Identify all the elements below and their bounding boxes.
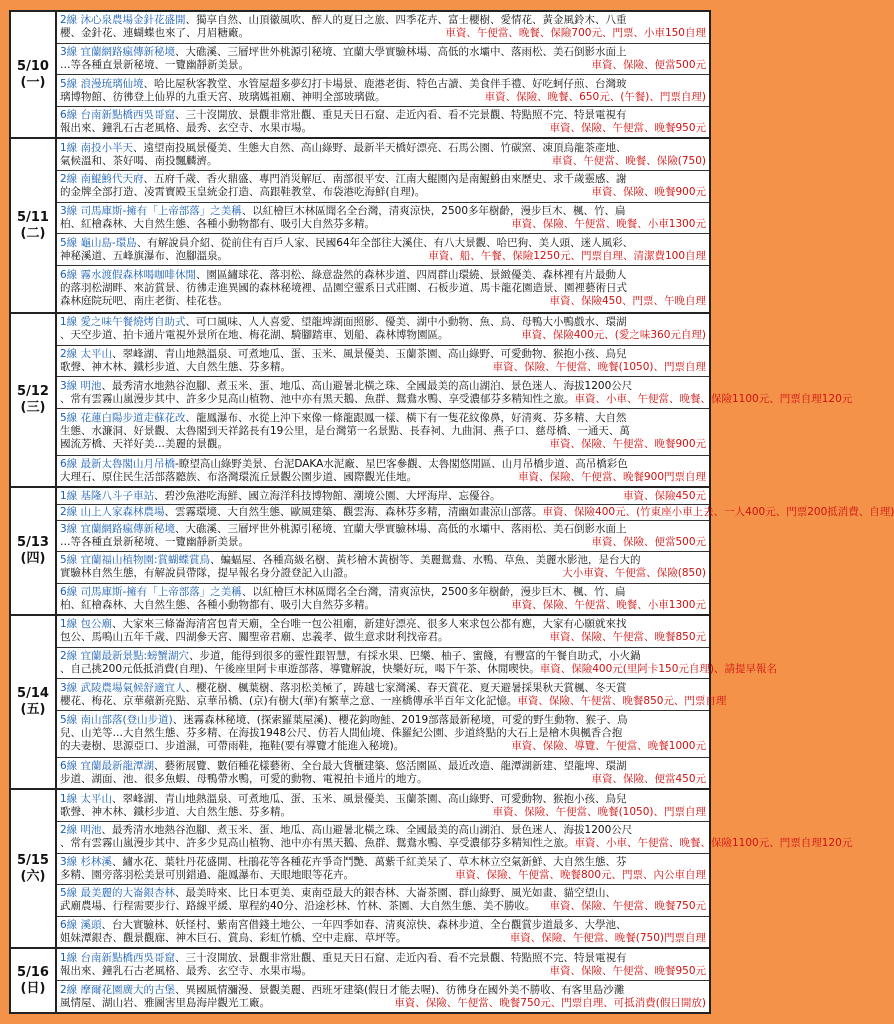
price-info: 車資、保險450、門票、午晚自理 xyxy=(549,295,706,308)
tour-entry xyxy=(57,552,709,583)
tour-description: 、翠峰湖、青山地熱溫泉、可煮地瓜、蛋、玉米、風景優美、玉蘭茶園、高山綠野、可愛動物、猴抱小孩、鳥兒 xyxy=(112,347,627,360)
tour-description: 、以紅檜巨木林區聞名全台灣，清爽涼快，2500多年樹齡，漫步巨木、楓、竹、扁 xyxy=(241,585,626,598)
tour-line xyxy=(60,295,706,308)
price-info: 車資、保險、晚餐900元 xyxy=(591,186,706,199)
tour-title: 2線 宜蘭最新景點:螃蟹湖穴 xyxy=(60,649,190,662)
tour-line xyxy=(60,329,706,342)
tour-description: 、有解說員介紹、從前住有百戶人家、民國64年全部往大溪住、有八大景觀、哈巴狗、美人頭、迷人風彩、 xyxy=(136,236,634,249)
tour-description: 、翠峰湖、青山地熱溫泉、可煮地瓜、蛋、玉米、風景優美、玉蘭茶園、高山綠野、可愛動物、猴抱小孩、鳥兒 xyxy=(112,792,627,805)
tour-entry xyxy=(57,758,709,789)
tour-line xyxy=(60,122,706,135)
price-info: 車資、保險、午便當、晚餐750元 xyxy=(549,900,706,913)
tour-line xyxy=(60,856,706,869)
tour-entry xyxy=(57,409,709,456)
weekday-text: (二) xyxy=(20,225,46,241)
tour-entry xyxy=(57,854,709,886)
tour-description: 歌聲、神木林、鐵杉步道、大自然生態、芬多精。 xyxy=(60,805,291,818)
tour-entry xyxy=(57,139,709,171)
tour-description: 、以紅檜巨木林區聞名全台灣，清爽涼快，2500多年樹齡，漫步巨木、楓、竹、扁 xyxy=(241,205,626,218)
day-block xyxy=(11,616,778,791)
tour-line xyxy=(60,740,706,753)
tour-description: 、常有雲霧山嵐漫步其中、許多少見高山植物、池中亦有黑天鵝、魚群、鴛鴦水鴨、享受濃郁芬多精知性之旅。 xyxy=(60,837,575,850)
tour-line xyxy=(60,186,706,199)
tour-description: 櫻、金針花、連蝴蝶也來了、月眉糖廠。 xyxy=(60,27,249,40)
tour-description: 大理石、原住民生活部落聽族、布洛灣環流丘景觀公園步道、國際觀光佳地。 xyxy=(60,471,417,484)
weekday-text: (一) xyxy=(20,74,46,90)
tour-line xyxy=(60,567,706,580)
tour-description: 生態、水濂洞、好景觀、太魯閣到天祥銘長有19公里，是台灣第一名景點、長春祠、九曲洞、燕子口、慈母橋、一通天、萬 xyxy=(60,425,630,438)
tour-list xyxy=(57,616,778,789)
tour-description: 、自己挑200元低抵消費(自理)、午後座里阿卡車遊部落、導覽解說，快樂好玩，喝下午茶、休閒喫快。 xyxy=(60,662,540,675)
tour-line xyxy=(60,760,706,773)
tour-line xyxy=(60,505,894,519)
tour-description: 、大家來三條崙海清宮包青天廟，全台唯一包公祖廟，新建好漂亮、很多人來求包公都有應，大家有心願就來找 xyxy=(112,618,627,631)
price-info: 車資、保險、午便當、晚餐(1050)、門票自理 xyxy=(492,805,706,818)
tour-list xyxy=(57,949,709,1012)
price-info: 車資、保險、午便當、晚餐、小車1300元 xyxy=(511,598,706,611)
tour-entry xyxy=(57,12,709,44)
tour-title: 6線 司馬庫斯-擁有「上帝部落」之美稱 xyxy=(60,585,242,598)
tour-list xyxy=(57,314,853,487)
tour-line xyxy=(60,682,706,695)
date-text: 5/16 xyxy=(17,964,49,980)
tour-entry xyxy=(57,917,709,948)
date-label xyxy=(11,12,57,137)
tour-description: 的夫妻樹、思源亞口、步道濕，可帶雨鞋，拖鞋(要有導覽才能進入秘境)。 xyxy=(60,740,405,753)
tour-line xyxy=(60,919,706,932)
tour-line xyxy=(60,348,706,361)
tour-line xyxy=(60,536,706,549)
date-label xyxy=(11,949,57,1012)
tour-description: 、迷霧森林秘境、(探索羅葉屋溪)、櫻花鈎吻鮭、2019部落最新秘境，可愛的野生動物、猴子、鳥 xyxy=(172,714,628,727)
tour-description: -瞭望高山綠野美景、台泥DAKA水泥廠、星巴客參觀、太魯閣悠閒區、山月吊橋步道、高吊橋彩色 xyxy=(175,458,628,471)
tour-description: 、碧沙魚港吃海鮮、國立海洋科技博物館、潮境公園、大坪海岸、忘優谷。 xyxy=(154,489,501,502)
tour-title: 6線 溪頭 xyxy=(60,918,102,931)
tour-description: 、步道，能得到很多的靈性跟智慧，有採水果、巴樂、柚子、蜜餞，有豐富的午餐自助式，小火鍋 xyxy=(189,649,641,662)
tour-description: 、龍鳳瀑布、水從上沖下來像一條龍跟鳳一樣、橫下有一隻花紋像鼻，好清爽、芬多精、大自然 xyxy=(185,412,627,425)
tour-title: 1線 愛之味午餐燒烤自助式 xyxy=(60,316,186,329)
tour-description: 武廟農場、行程需要步行、路線平緩、單程約40分、沿途杉林、竹林、茶園、大自然生態、美不勝收。 xyxy=(60,900,536,913)
tour-list xyxy=(57,488,894,613)
tour-entry xyxy=(57,521,709,552)
price-info: 車資、保險、午便當、晚餐900元 xyxy=(549,438,706,451)
tour-entry xyxy=(57,314,709,346)
date-label xyxy=(11,616,57,789)
tour-line xyxy=(60,46,706,59)
price-info: 車資、保險、午便當、晚餐(1050)、門票自理 xyxy=(492,360,706,373)
day-block xyxy=(11,139,709,314)
tour-line xyxy=(60,773,706,786)
price-info: 車資、保險、午便當、晚餐850元、門票自理 xyxy=(517,694,727,707)
tour-entry xyxy=(57,505,894,521)
price-info: 車資、保險、午便當、晚餐950元 xyxy=(549,964,706,977)
price-info: 車資、保險450元 xyxy=(622,489,706,502)
tour-description: 、三十沒開放、景觀非常壯觀、重見天日石窟、走近內看、看不完景觀、特點照不完、特景電視有 xyxy=(175,951,627,964)
tour-title: 5線 最美麗的大崙銀杏林 xyxy=(60,887,176,900)
tour-line xyxy=(60,900,706,913)
tour-description: 兒、山羌等…大自然生態、芬多精、在海拔1948公尺、仿若人間仙境、侏羅紀公園、步道終點的大石上是檜木與楓香合抱 xyxy=(60,727,623,740)
tour-line xyxy=(60,984,706,997)
tour-title: 2線 南鯤鯓代天府 xyxy=(60,173,144,186)
tour-description: 的落羽松湖畔、來訪賞景、彷彿走進異國的森林秘境裡、品園空靈系日式莊園、石板步道、馬卡龍花園造景、園裡藝術日式 xyxy=(60,282,627,295)
tour-title: 6線 最新太魯閣山月吊橋 xyxy=(60,458,176,471)
tour-line xyxy=(60,458,706,471)
tour-line xyxy=(60,471,706,484)
price-info: 車資、保險、便當450元 xyxy=(591,773,706,786)
weekday-text: (四) xyxy=(20,551,46,567)
tour-description: 多精、園旁落羽松美景可別錯過、龍鳳瀑布、天眼地眼等花卉。 xyxy=(60,868,354,881)
tour-line xyxy=(60,27,706,40)
tour-entry xyxy=(57,107,709,138)
tour-line xyxy=(60,932,706,945)
tour-description: 、大礁溪、三層坪世外桃源引秘境、宜蘭大學實驗林場、高低的水壩中、落雨松、美石倒影水面上 xyxy=(175,523,627,536)
price-info: 車資、船、午餐、保險1250元、門票自理、清潔費100自理 xyxy=(428,249,706,262)
tour-line xyxy=(60,425,706,438)
tour-line xyxy=(60,142,706,155)
price-info: 車資、保險、導覽、午便當、晚餐1000元 xyxy=(511,740,706,753)
tour-title: 3線 杉林溪 xyxy=(60,855,113,868)
tour-description: 氣候溫和、茶好喝、南投飄麟濟。 xyxy=(60,154,218,167)
price-info: 車資、保險、午便當、晚餐900門票自理 xyxy=(517,471,706,484)
tour-line xyxy=(60,490,706,503)
tour-description: 的金牌全部打造、凌霄寶殿玉皇統金打造、高跟鞋教堂、布袋港吃海鮮(自理)。 xyxy=(60,186,426,199)
price-info: 車資、保險、午便當、晚餐、小車1300元 xyxy=(511,218,706,231)
tour-description: 、櫻花樹、楓葉樹、落羽松美極了，踌越七家灣溪、春天賞花、夏天避暑採果秋天賞楓、冬天賞 xyxy=(185,681,627,694)
tour-entry xyxy=(57,203,709,235)
tour-line xyxy=(60,91,706,104)
tour-entry xyxy=(57,679,727,711)
tour-line xyxy=(60,380,706,393)
tour-description: 步道、湖面、池、很多魚蝦、母鴨帶水鴨，可愛的動物、電視拍卡通片的地方。 xyxy=(60,773,428,786)
price-info: 車資、保險、午便當、晚餐(750)門票自理 xyxy=(509,931,706,944)
tour-line xyxy=(60,806,706,819)
tour-entry xyxy=(57,616,709,648)
tour-entry xyxy=(57,584,709,614)
tour-description: 、常有雲霧山嵐漫步其中、許多少見高山植物、池中亦有黑天鵝、魚群、鴛鴦水鴨、享受濃郁芬多精知性之旅。 xyxy=(60,392,575,405)
tour-line xyxy=(60,412,706,425)
date-label xyxy=(11,314,57,487)
tour-title: 1線 南投小半天 xyxy=(60,141,134,154)
tour-line xyxy=(60,361,706,374)
tour-line xyxy=(60,438,706,451)
tour-description: 、遠望南投風景優美、生態大自然、高山綠野、最新半天橋好漂亮、石馬公園、竹碳窯、凍頂烏龍茶產地、 xyxy=(133,141,627,154)
price-info: 車資、小車、午便當、晚餐、保險1100元、門票自理120元 xyxy=(574,837,853,850)
tour-entry xyxy=(57,648,778,680)
tour-title: 5線 浪漫琉璃仙境 xyxy=(60,77,144,90)
price-info: 車資、午便當、晚餐、保險(750) xyxy=(551,154,706,167)
price-info: 車資、保險400元、(竹東座小車上去、一人400元、門票200抵消費、自理) xyxy=(542,505,894,518)
tour-description: 報出來、鐘乳石古老風格、最秀、玄空寺、水果市場。 xyxy=(60,122,312,135)
tour-line xyxy=(60,650,706,663)
day-block xyxy=(11,790,853,949)
tour-entry xyxy=(57,75,709,107)
tour-line xyxy=(60,523,706,536)
tour-description: …等各種直景新秘境、一覽幽靜新美景。 xyxy=(60,58,249,71)
tour-line xyxy=(60,599,706,612)
tour-title: 1線 太平山 xyxy=(60,792,113,805)
tour-title: 5線 龜山島-環島 xyxy=(60,236,137,249)
tour-line xyxy=(60,662,778,676)
tour-line xyxy=(60,250,706,263)
tour-description: 、雲霧環境、大自然生態、歐風建築、觀雲海、森林芬多精，清幽如畫涼山部落。 xyxy=(164,505,543,518)
tour-description: 、繡水花、葉牡丹花盛開、杜鵑花等各種花卉爭奇鬥艷、萬紫千紅美呆了、草木林立空氣新鮮、大自然生態、芬 xyxy=(112,855,627,868)
date-text: 5/11 xyxy=(17,209,49,225)
day-block xyxy=(11,12,709,139)
tour-line xyxy=(60,618,706,631)
tour-line xyxy=(60,837,853,850)
tour-line xyxy=(60,14,706,27)
tour-list xyxy=(57,12,709,137)
tour-title: 2線 明池 xyxy=(60,824,102,837)
tour-title: 1線 台南新點橋西吳哥窟 xyxy=(60,951,176,964)
tour-line xyxy=(60,78,706,91)
tour-line xyxy=(60,269,706,282)
tour-line xyxy=(60,218,706,231)
tour-title: 3線 宜蘭網路瘋傳新秘境 xyxy=(60,523,176,536)
tour-entry xyxy=(57,488,709,504)
day-block xyxy=(11,488,894,615)
itinerary-sheet xyxy=(9,10,894,1014)
tour-entry xyxy=(57,377,853,409)
tour-description: 、三十沒開放、景觀非常壯觀、重見天日石窟、走近內看、看不完景觀、特點照不完、特景電視有 xyxy=(175,109,627,122)
date-text: 5/13 xyxy=(17,535,49,551)
tour-title: 2線 摩爾花園廣大的古堡 xyxy=(60,983,176,996)
tour-entry xyxy=(57,981,709,1012)
tour-description: 、哈比屋秋客教堂、水管屋超多夢幻打卡場景、鹿港老街、特色古讀、美食伴手禮、好吃蚵仔煎、台灣玻 xyxy=(143,77,627,90)
tour-description: 、最秀清水地熱谷泡腳、煮玉米、蛋、地瓜、高山避暑北橫之珠、全國最美的高山湖泊、景色迷人、海拔1200公尺 xyxy=(101,379,633,392)
tour-description: 國流芳橋、天祥好美…美麗的景觀。 xyxy=(60,438,228,451)
price-info: 車資、保險、午便當、晚餐800元、門票、內公車自理 xyxy=(454,868,706,881)
tour-entry xyxy=(57,711,709,758)
day-block xyxy=(11,314,853,489)
tour-description: 璃博物館、彷彿登上仙界的九重天宮、玻璃媽祖廟、神明全部玻璃做。 xyxy=(60,90,386,103)
tour-line xyxy=(60,554,706,567)
tour-description: 、園區繡球花、落羽松、綠意盎然的森林步道、四周群山環繞、景緻優美、森林裡有片最動人 xyxy=(196,269,627,282)
tour-title: 6線 霧水渡假森林喝咖啡休閒 xyxy=(60,269,197,282)
tour-title: 5線 南山部落(登山步道) xyxy=(60,714,173,727)
tour-entry xyxy=(57,885,709,917)
tour-line xyxy=(60,282,706,295)
price-info: 車資、保險400元、(愛之味360元自理) xyxy=(521,329,706,342)
tour-description: 、可口風味、人人喜愛、望龍埤湖面照影、優美、湖中小動物、魚、鳥、母鴨大小鴨戲水、環湖 xyxy=(185,316,627,329)
tour-title: 1線 基隆八斗子車站 xyxy=(60,489,155,502)
tour-description: 、五府千歲、香火鼎盛、專門消災解厄、南部很平安、江南大鯤園內是南鯤鯓由來歷史、求千歲靈感、謝 xyxy=(143,173,627,186)
date-label xyxy=(11,488,57,613)
tour-description: 、異國風情瀰漫、景觀美麗、西班牙建築(假日才能去喔)、彷彿身在國外美不勝收、有客里島沙灘 xyxy=(175,983,625,996)
tour-title: 3線 司馬庫斯-擁有「上帝部落」之美稱 xyxy=(60,205,242,218)
tour-title: 2線 太平山 xyxy=(60,347,113,360)
day-block xyxy=(11,949,709,1012)
tour-title: 1線 包公廟 xyxy=(60,618,113,631)
tour-description: 、獨享自然、山頂徽風吹、醉人的夏日之旅、四季花卉、富士櫻樹、愛情花、黃金風鈴木、八重 xyxy=(185,14,627,27)
tour-line xyxy=(60,586,706,599)
tour-line xyxy=(60,887,706,900)
tour-title: 6線 宜蘭最新龍潭湖 xyxy=(60,760,155,773)
tour-line xyxy=(60,714,706,727)
tour-line xyxy=(60,694,727,708)
price-info: 車資、保險400元(里阿卡150元自理)、請提早報名 xyxy=(539,662,778,675)
weekday-text: (三) xyxy=(20,400,46,416)
tour-line xyxy=(60,965,706,978)
weekday-text: (六) xyxy=(20,868,46,884)
date-text: 5/14 xyxy=(17,686,49,702)
tour-description: 森林庭院玩吧、南庄老街、桂花巷。 xyxy=(60,295,228,308)
tour-description: 、蝙蝠屋、各種高級名樹、黃杉檜木黃樹等、美麗鴛鴦、水鴨、草魚、美麗水影池，是台大的 xyxy=(210,554,641,567)
tour-description: 歌聲、神木林、鐵杉步道、大自然生態、芬多精。 xyxy=(60,360,291,373)
tour-line xyxy=(60,631,706,644)
price-info: 車資、小車、午便當、晚餐、保險1100元、門票自理120元 xyxy=(574,392,853,405)
tour-title: 2線 山上人家森林農場 xyxy=(60,505,165,518)
tour-description: 、台大實驗林、妖怪村、紫南宮借錢土地公、一年四季如春、清爽涼快、森林步道、全台觀賞步道最多、大學池、 xyxy=(101,918,627,931)
tour-line xyxy=(60,824,706,837)
tour-list xyxy=(57,790,853,947)
price-info: 車資、保險、午便當、晚餐850元 xyxy=(549,631,706,644)
tour-title: 6線 台南新點橋西吳哥窟 xyxy=(60,109,176,122)
tour-entry xyxy=(57,456,709,487)
tour-line xyxy=(60,109,706,122)
tour-line xyxy=(60,155,706,168)
tour-entry xyxy=(57,790,709,822)
date-text: 5/12 xyxy=(17,384,49,400)
date-text: 5/15 xyxy=(17,852,49,868)
price-info: 車資、午便當、晚餐、保險700元、門票、小車150自理 xyxy=(445,27,706,40)
tour-description: 實驗林自然生態，有解說員帶隊，提早報名身分證登記入山證。 xyxy=(60,567,354,580)
tour-entry xyxy=(57,234,709,266)
tour-line xyxy=(60,205,706,218)
tour-description: 風情屋、湖山岩、雅圖害里島海岸觀光工廠。 xyxy=(60,996,270,1009)
tour-description: 報出來、鐘乳石古老風格、最秀、玄空寺、水果市場。 xyxy=(60,964,312,977)
tour-title: 3線 武陵農場氣候舒適宜人 xyxy=(60,681,186,694)
price-info: 車資、保險、午便當、晚餐950元 xyxy=(549,122,706,135)
tour-line xyxy=(60,237,706,250)
tour-line xyxy=(60,316,706,329)
price-info: 大小車資、午便當、保險(850) xyxy=(562,567,706,580)
tour-title: 5線 花蓮白陽步道走蘇花改 xyxy=(60,412,186,425)
tour-entry xyxy=(57,171,709,203)
tour-description: 、天空步道、拍卡通片電視外景所在地、梅花湖、騎腳踏車、划船、森林博物園區。 xyxy=(60,329,449,342)
weekday-text: (日) xyxy=(20,980,46,996)
date-label xyxy=(11,790,57,947)
tour-line xyxy=(60,869,706,882)
tour-entry xyxy=(57,266,709,312)
price-info: 車資、保險、便當500元 xyxy=(591,58,706,71)
tour-title: 3線 明池 xyxy=(60,379,102,392)
date-label xyxy=(11,139,57,312)
price-info: 車資、保險、便當500元 xyxy=(591,536,706,549)
tour-entry xyxy=(57,949,709,981)
tour-description: 柏、紅檜森林、大自然生態、各種小動物都有、吸引大自然芬多精。 xyxy=(60,218,375,231)
date-text: 5/10 xyxy=(17,58,49,74)
tour-entry xyxy=(57,346,709,378)
tour-line xyxy=(60,727,706,740)
tour-description: 、大礁溪、三層坪世外桃源引秘境、宜蘭大學實驗林場、高低的水壩中、落雨松、美石倒影水面上 xyxy=(175,45,627,58)
tour-list xyxy=(57,139,709,312)
tour-line xyxy=(60,59,706,72)
tour-line xyxy=(60,173,706,186)
tour-title: 2線 沐心泉農場金針花盛開 xyxy=(60,14,186,27)
tour-description: 、最美時來、比日本更美、東南亞最大的銀杏林、大崙茶園、群山綠野、風光如畫、貓空望山、 xyxy=(175,887,617,900)
tour-line xyxy=(60,392,853,406)
tour-description: 神秘溪道、五峰旗瀑布、泡腳溫泉。 xyxy=(60,249,228,262)
tour-description: 包公、馬鳴山五年千歲、四湖參天宮、關聖帝君廟、忠義孝、做生意求財利找帝君。 xyxy=(60,631,449,644)
tour-title: 5線 宜蘭福山植物園:賞蝴蝶賞鳥 xyxy=(60,554,211,567)
tour-description: 、最秀清水地熱谷泡腳、煮玉米、蛋、地瓜、高山避暑北橫之珠、全國最美的高山湖泊、景色迷人、海拔1200公尺 xyxy=(101,824,633,837)
tour-description: 櫻花、梅花、京華蘋新亮點、京華吊橋、(京)有樹大(華)有繁華之意、一座橋傳承半百年文化記憶。 xyxy=(60,694,518,707)
tour-line xyxy=(60,997,706,1010)
tour-description: 姐妹潭銀杏、觀景觀廊、神木巨石、賞鳥、彩虹竹橋、空中走廊、草坪等。 xyxy=(60,931,407,944)
tour-description: 、藝術展覽、數佰種花樣藝術、全台最大貨櫃建築、悠活園區、最近改造、龍潭湖新建、望龍埤、環湖 xyxy=(154,760,627,773)
tour-entry xyxy=(57,822,853,854)
tour-description: …等各種直景新秘境、一覽幽靜新美景。 xyxy=(60,536,249,549)
price-info: 車資、保險、午便當、晚餐750元、門票自理、可抵消費(假日開放) xyxy=(394,996,706,1009)
tour-entry xyxy=(57,44,709,76)
tour-description: 柏、紅檜森林、大自然生態、各種小動物都有、吸引大自然芬多精。 xyxy=(60,598,375,611)
price-info: 車資、保險、晚餐、650元、(午餐)、門票自理) xyxy=(484,90,706,103)
tour-title: 3線 宜蘭網路瘋傳新秘境 xyxy=(60,45,176,58)
tour-line xyxy=(60,952,706,965)
weekday-text: (五) xyxy=(20,702,46,718)
tour-line xyxy=(60,793,706,806)
